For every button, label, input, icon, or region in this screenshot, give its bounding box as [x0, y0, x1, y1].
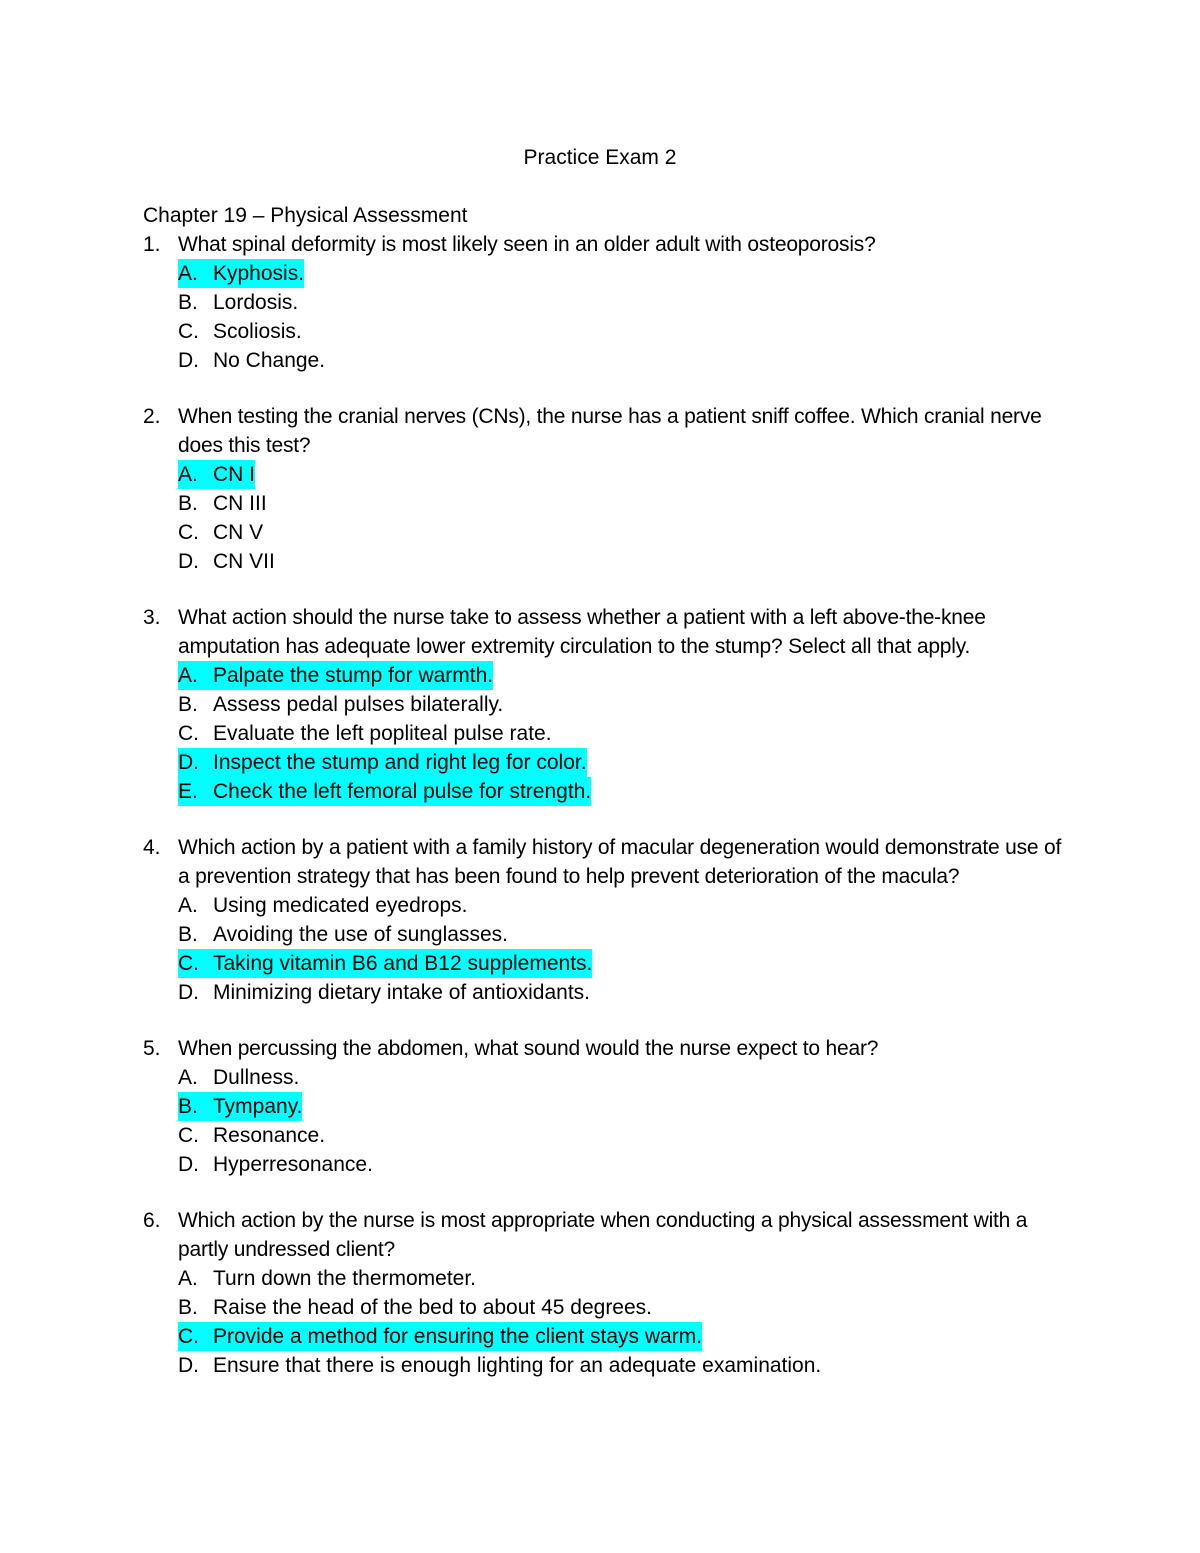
- question-4: [143, 833, 1073, 1007]
- question-number: 3.: [143, 606, 161, 629]
- option-text: Taking vitamin B6 and B12 supplements.: [213, 952, 593, 975]
- option-letter: C.: [178, 952, 199, 975]
- option-letter: B.: [178, 291, 198, 314]
- answer-option-content: [178, 547, 275, 576]
- answer-option-content: [178, 1063, 299, 1092]
- question-text: Which action by the nurse is most appropriate when conducting a physical assessment with a partly undressed client?: [178, 1209, 1028, 1261]
- option-letter: E.: [178, 780, 198, 803]
- answer-option: [178, 1121, 1073, 1150]
- option-letter: C.: [178, 1124, 199, 1147]
- question-2: [143, 402, 1073, 576]
- option-text: Check the left femoral pulse for strength.: [213, 780, 592, 803]
- option-text: Lordosis.: [213, 291, 299, 314]
- answer-option: [178, 891, 1073, 920]
- option-text: Using medicated eyedrops.: [213, 894, 468, 917]
- answer-option: [178, 690, 1073, 719]
- answer-option-content: [178, 1264, 476, 1293]
- answer-option: [178, 288, 1073, 317]
- answer-option-content: [178, 891, 467, 920]
- answer-option-content: [178, 288, 298, 317]
- answer-option-content: [178, 1121, 325, 1150]
- option-text: CN I: [213, 463, 255, 486]
- answer-options: [143, 661, 1073, 806]
- question-text: What spinal deformity is most likely seen in an older adult with osteoporosis?: [178, 233, 876, 256]
- option-text: Provide a method for ensuring the client stays warm.: [213, 1325, 703, 1348]
- option-text: CN V: [213, 521, 264, 544]
- question-number: 2.: [143, 405, 161, 428]
- question-1: [143, 230, 1073, 375]
- answer-option-content: [178, 661, 493, 690]
- answer-option-content: [178, 920, 508, 949]
- option-letter: A.: [178, 463, 198, 486]
- option-text: CN III: [213, 492, 267, 515]
- option-letter: C.: [178, 1325, 199, 1348]
- option-letter: C.: [178, 521, 199, 544]
- option-letter: D.: [178, 751, 199, 774]
- answer-option: [178, 1293, 1073, 1322]
- option-text: Inspect the stump and right leg for color.: [213, 751, 587, 774]
- answer-options: [143, 891, 1073, 1007]
- chapter-heading: Chapter 19 – Physical Assessment: [143, 204, 468, 227]
- answer-option: [178, 1063, 1073, 1092]
- answer-option-content: [178, 777, 591, 806]
- option-text: Raise the head of the bed to about 45 degrees.: [213, 1296, 653, 1319]
- option-letter: B.: [178, 1095, 198, 1118]
- question-number: 1.: [143, 233, 161, 256]
- option-letter: C.: [178, 320, 199, 343]
- answer-option-highlighted: [178, 1092, 1073, 1121]
- answer-option-content: [178, 949, 592, 978]
- question-text: Which action by a patient with a family history of macular degeneration would demonstrate use of a prevention strategy that has been found to help prevent deterioration of the macula?: [178, 836, 1062, 888]
- option-letter: D.: [178, 349, 199, 372]
- answer-option: [178, 1150, 1073, 1179]
- option-letter: B.: [178, 923, 198, 946]
- option-letter: A.: [178, 664, 198, 687]
- answer-option-content: [178, 346, 325, 375]
- answer-option-content: [178, 489, 267, 518]
- question-number: 6.: [143, 1209, 161, 1232]
- answer-option-content: [178, 1322, 702, 1351]
- question-stem: [143, 1034, 1073, 1063]
- option-text: Assess pedal pulses bilaterally.: [213, 693, 504, 716]
- option-letter: B.: [178, 492, 198, 515]
- answer-options: [143, 460, 1073, 576]
- answer-options: [143, 1063, 1073, 1179]
- answer-option: [178, 547, 1073, 576]
- option-letter: D.: [178, 981, 199, 1004]
- answer-option: [178, 920, 1073, 949]
- question-3: [143, 603, 1073, 806]
- option-text: Hyperresonance.: [213, 1153, 373, 1176]
- question-number: 4.: [143, 836, 161, 859]
- answer-option-content: [178, 978, 590, 1007]
- answer-option-content: [178, 460, 255, 489]
- question-stem: [143, 230, 1073, 259]
- answer-option: [178, 1351, 1073, 1380]
- answer-option-content: [178, 1092, 302, 1121]
- answer-option: [178, 719, 1073, 748]
- answer-option-content: [178, 1293, 652, 1322]
- answer-option: [178, 1264, 1073, 1293]
- answer-option-content: [178, 690, 503, 719]
- option-letter: A.: [178, 1267, 198, 1290]
- option-text: Evaluate the left popliteal pulse rate.: [213, 722, 552, 745]
- option-text: No Change.: [213, 349, 326, 372]
- question-text: When testing the cranial nerves (CNs), the nurse has a patient sniff coffee. Which cranial nerve does this test?: [178, 405, 1042, 457]
- answer-option-highlighted: [178, 661, 1073, 690]
- option-text: Scoliosis.: [213, 320, 302, 343]
- answer-option-content: [178, 1351, 821, 1380]
- option-text: Ensure that there is enough lighting for an adequate examination.: [213, 1354, 822, 1377]
- option-letter: B.: [178, 1296, 198, 1319]
- answer-option-highlighted: [178, 1322, 1073, 1351]
- question-5: [143, 1034, 1073, 1179]
- answer-options: [143, 259, 1073, 375]
- option-text: Avoiding the use of sunglasses.: [213, 923, 508, 946]
- answer-option-highlighted: [178, 460, 1073, 489]
- answer-option-highlighted: [178, 748, 1073, 777]
- question-number: 5.: [143, 1037, 161, 1060]
- option-letter: A.: [178, 262, 198, 285]
- question-stem: [143, 402, 1073, 460]
- question-text: When percussing the abdomen, what sound would the nurse expect to hear?: [178, 1037, 879, 1060]
- answer-option-highlighted: [178, 777, 1073, 806]
- option-text: Dullness.: [213, 1066, 300, 1089]
- option-letter: D.: [178, 1153, 199, 1176]
- option-letter: C.: [178, 722, 199, 745]
- answer-option-content: [178, 259, 304, 288]
- answer-option-content: [178, 317, 302, 346]
- answer-options: [143, 1264, 1073, 1380]
- option-text: Tympany.: [213, 1095, 303, 1118]
- option-letter: A.: [178, 1066, 198, 1089]
- option-text: Palpate the stump for warmth.: [213, 664, 494, 687]
- question-stem: [143, 833, 1073, 891]
- option-text: Turn down the thermometer.: [213, 1267, 477, 1290]
- question-stem: [143, 603, 1073, 661]
- option-letter: D.: [178, 550, 199, 573]
- option-letter: A.: [178, 894, 198, 917]
- question-list: [143, 230, 1073, 1407]
- question-6: [143, 1206, 1073, 1380]
- question-text: What action should the nurse take to assess whether a patient with a left above-the-knee amputation has adequate lower extremity circulation to the stump? Select all that apply.: [178, 606, 986, 658]
- option-text: CN VII: [213, 550, 275, 573]
- answer-option-highlighted: [178, 949, 1073, 978]
- answer-option-content: [178, 518, 263, 547]
- answer-option-highlighted: [178, 259, 1073, 288]
- option-text: Kyphosis.: [213, 262, 305, 285]
- answer-option: [178, 317, 1073, 346]
- answer-option-content: [178, 719, 552, 748]
- option-letter: B.: [178, 693, 198, 716]
- answer-option: [178, 346, 1073, 375]
- answer-option-content: [178, 1150, 373, 1179]
- option-text: Resonance.: [213, 1124, 326, 1147]
- answer-option: [178, 978, 1073, 1007]
- question-stem: [143, 1206, 1073, 1264]
- answer-option: [178, 518, 1073, 547]
- option-letter: D.: [178, 1354, 199, 1377]
- option-text: Minimizing dietary intake of antioxidants.: [213, 981, 591, 1004]
- document-title: Practice Exam 2: [523, 146, 677, 169]
- answer-option: [178, 489, 1073, 518]
- answer-option-content: [178, 748, 587, 777]
